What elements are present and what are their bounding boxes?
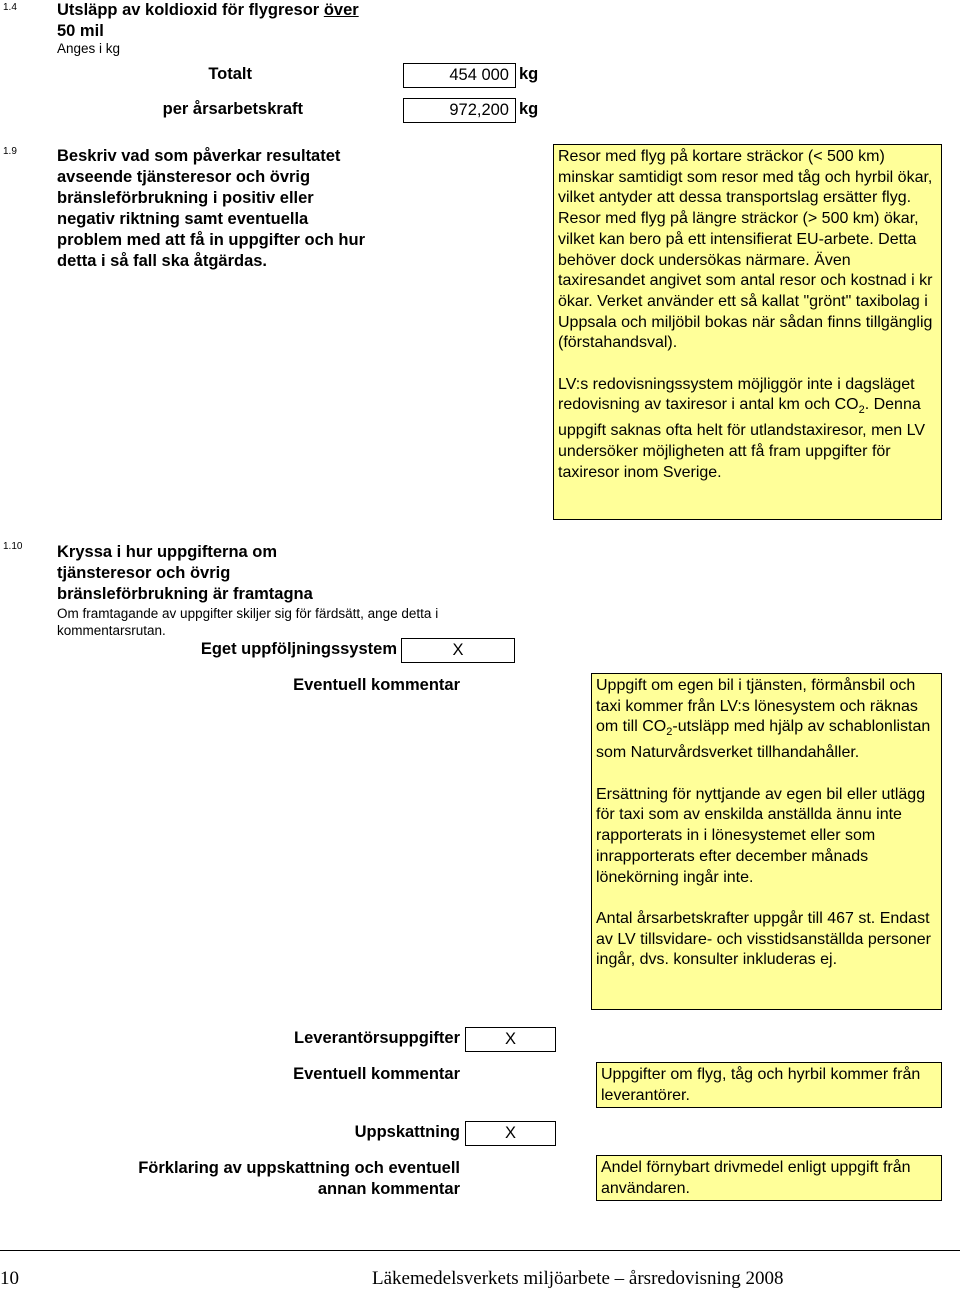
question-line: problem med att få in uppgifter och hur — [57, 231, 366, 249]
explain-label: Förklaring av uppskattning och eventuell annan kommentar — [138, 1159, 460, 1198]
answer-paragraph: LV:s redovisningssystem möjliggör inte i dagsläget redovisning av taxiresor i antal km och $CO_2$. Denna uppgift saknas ofta helt för utlandstaxiresor, men LV undersöker möjligheten att få fram uppgifter för taxiresor inom Sverige. — [558, 375, 926, 481]
footer-rule — [0, 1250, 960, 1251]
own-system-label: Eget uppföljningssystem — [200, 640, 397, 658]
section-number-1-9: 1.9 — [3, 146, 17, 157]
question-line: bränsleförbrukning i positiv eller — [57, 189, 314, 207]
per-unit: kg — [519, 100, 539, 118]
comment-paragraph: Uppgifter om flyg, tåg och hyrbil kommer från leverantörer. — [601, 1066, 921, 1104]
total-label: Totalt — [208, 65, 252, 83]
note-1-10: Om framtagande av uppgifter skiljer sig för färdsätt, ange detta i kommentarsrutan. — [57, 606, 439, 638]
estimate-label: Uppskattning — [354, 1123, 460, 1141]
unit-note: Anges i kg — [57, 41, 121, 56]
comment-paragraph: Andel förnybart drivmedel enligt uppgift från användaren. — [601, 1159, 911, 1197]
total-value-field: 454 000 — [403, 63, 516, 88]
own-system-checkbox[interactable]: X — [401, 638, 515, 663]
comment-label-2: Eventuell kommentar — [293, 1065, 460, 1083]
comment-label-1: Eventuell kommentar — [293, 676, 460, 694]
question-line: Kryssa i hur uppgifterna om — [57, 543, 278, 561]
comment-paragraph: Ersättning för nyttjande av egen bil eller utlägg för taxi som av enskilda anställda ännu inte rapporterats in i lönesystemet eller som inrapporterats efter december månads lönekörning ingår inte. — [596, 785, 926, 886]
supplier-checkbox[interactable]: X — [465, 1027, 556, 1052]
comment-paragraph: Antal årsarbetskrafter uppgår till 467 st. Endast av LV tillsvidare- och visstidsanställda personer ingår, dvs. konsulter inkluderas ej. — [596, 909, 931, 969]
section-number-1-10: 1.10 — [3, 541, 23, 552]
question-1-10 — [57, 542, 417, 605]
question-line: Beskriv vad som påverkar resultatet — [57, 147, 341, 165]
answer-box-1-9[interactable] — [553, 144, 942, 520]
title-line-2: 50 mil — [57, 22, 104, 40]
section-title-1-4 — [57, 0, 457, 42]
question-line: negativ riktning samt eventuella — [57, 210, 309, 228]
comment-box-1[interactable] — [591, 673, 942, 1010]
section-number-1-4: 1.4 — [3, 2, 17, 13]
title-prefix: Utsläpp av koldioxid för flygresor — [57, 1, 324, 19]
estimate-checkbox[interactable]: X — [465, 1121, 556, 1146]
question-line: bränsleförbrukning är framtagna — [57, 585, 313, 603]
page-number: 10 — [0, 1268, 19, 1289]
question-line: avseende tjänsteresor och övrig — [57, 168, 311, 186]
supplier-label: Leverantörsuppgifter — [294, 1029, 460, 1047]
comment-box-3[interactable] — [596, 1155, 942, 1201]
comment-box-2[interactable] — [596, 1062, 942, 1108]
total-unit: kg — [519, 65, 539, 83]
title-underlined: över — [323, 1, 359, 19]
footer-title: Läkemedelsverkets miljöarbete – årsredovisning 2008 — [372, 1268, 784, 1289]
per-value-field: 972,200 — [403, 98, 516, 123]
question-1-9 — [57, 146, 417, 272]
question-line: detta i så fall ska åtgärdas. — [57, 252, 268, 270]
question-line: tjänsteresor och övrig — [57, 564, 231, 582]
answer-paragraph: Resor med flyg på kortare sträckor (< 500 km) minskar samtidigt som resor med tåg och hyrbil ökar, vilket antyder att dessa transportslag ersätter flyg. Resor med flyg på längre sträckor (> 500 km) ökar, vilket kan bero på ett intensifierat EU-arbete. Detta behöver dock undersökas närmare. Även taxiresandet angivet som antal resor och kostnad i kr ökar. Verket använder ett så kallat "grönt" taxibolag i Uppsala och miljöbil bokas när sådan finns tillgänglig (förstahandsval). — [558, 148, 933, 352]
per-label: per årsarbetskraft — [162, 100, 303, 118]
comment-paragraph: Uppgift om egen bil i tjänsten, förmånsbil och taxi kommer från LV:s lönesystem och räknas om till $CO_2$-utsläpp med hjälp av schablonlistan som Naturvårdsverket tillhandahåller. — [596, 677, 931, 762]
